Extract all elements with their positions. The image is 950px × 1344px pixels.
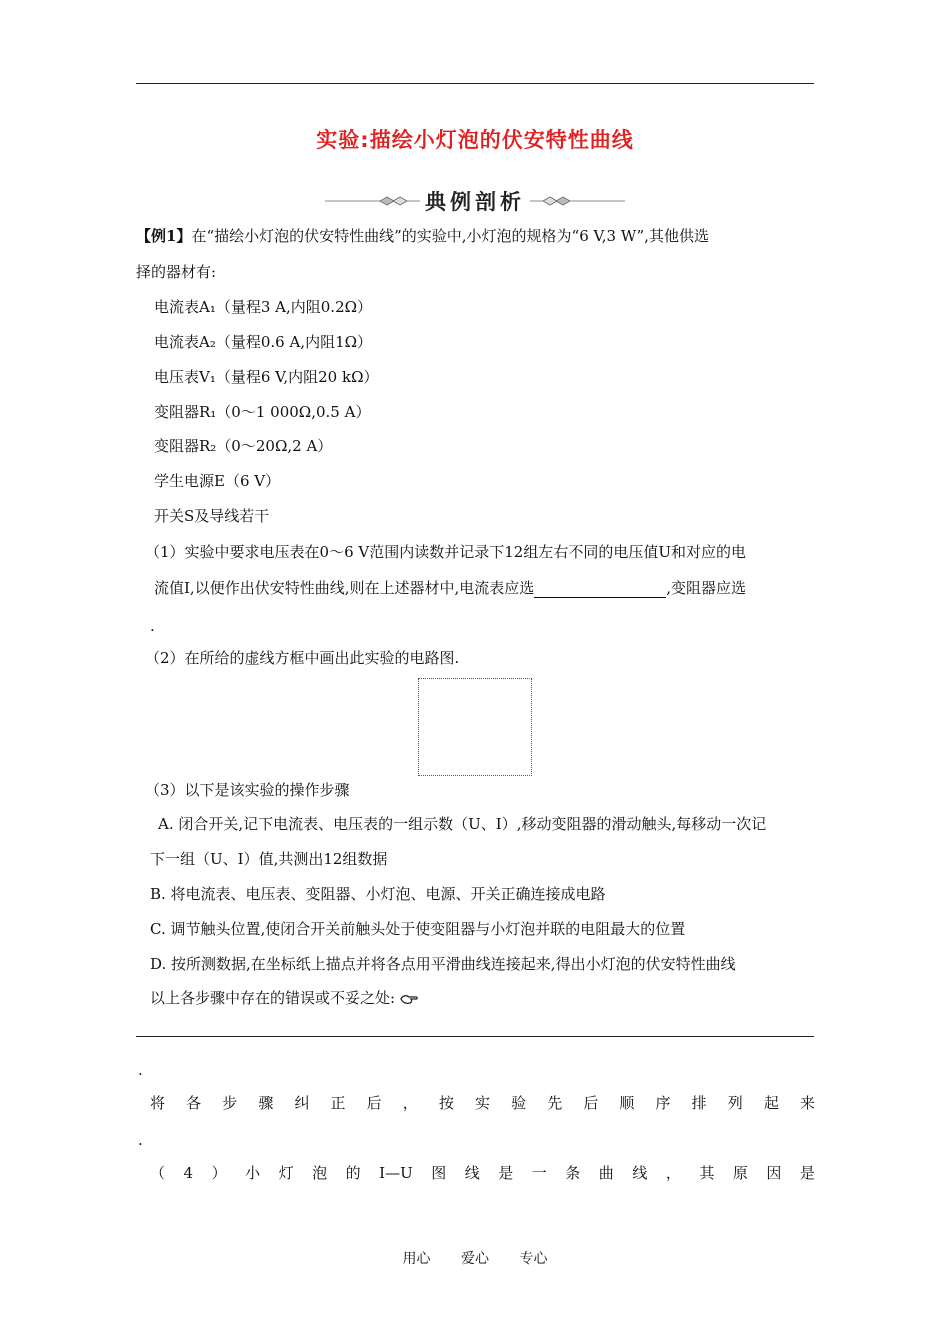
spread-char: 将 — [150, 1094, 166, 1112]
q1-line1: （1）实验中要求电压表在0～6 V范围内读数并记录下12组左右不同的电压值U和对应的电 — [145, 543, 746, 561]
spread-char: 步 — [222, 1094, 238, 1112]
q1-line2 — [154, 578, 746, 598]
errors-prompt-text: 以上各步骤中存在的错误或不妥之处: — [150, 989, 396, 1007]
spread-char: （ — [150, 1164, 166, 1182]
spread-char: 正 — [330, 1094, 346, 1112]
left-ornament-icon — [325, 194, 420, 208]
errors-prompt — [150, 988, 418, 1008]
q2-text: （2）在所给的虚线方框中画出此实验的电路图. — [145, 649, 460, 667]
spread-char: 曲 — [598, 1164, 614, 1182]
spread-char: 排 — [691, 1094, 707, 1112]
example-intro-line1 — [136, 226, 709, 246]
spread-char: 灯 — [278, 1164, 294, 1182]
q1-line3: . — [150, 617, 155, 635]
spread-char: ） — [211, 1164, 227, 1182]
page-title: 实验:描绘小灯泡的伏安特性曲线 — [316, 128, 634, 152]
section-label: 典例剖析 — [425, 190, 525, 214]
spread-char: 各 — [186, 1094, 202, 1112]
equipment-item: 电流表A₂（量程0.6 A,内阻1Ω） — [154, 333, 373, 351]
spread-char: 是 — [498, 1164, 514, 1182]
step-c: C. 调节触头位置,使闭合开关前触头处于使变阻器与小灯泡并联的电阻最大的位置 — [150, 920, 686, 938]
spread-char: 因 — [766, 1164, 782, 1182]
spread-char: 来 — [799, 1094, 815, 1112]
spread-char: 小 — [245, 1164, 261, 1182]
spread-char: 原 — [732, 1164, 748, 1182]
equipment-item: 学生电源E（6 V） — [154, 472, 281, 490]
circuit-diagram-box[interactable] — [418, 678, 532, 776]
step-a-line2: 下一组（U、I）值,共测出12组数据 — [150, 850, 388, 868]
spread-char: 线 — [464, 1164, 480, 1182]
q1-line2-text: 流值I,以便作出伏安特性曲线,则在上述器材中,电流表应选 — [154, 579, 535, 597]
spread-char: 序 — [655, 1094, 671, 1112]
spread-char: 线 — [632, 1164, 648, 1182]
spread-char: 4 — [183, 1164, 194, 1182]
right-ornament-icon — [530, 194, 625, 208]
equipment-item: 电流表A₁（量程3 A,内阻0.2Ω） — [154, 298, 373, 316]
spread-char: 泡 — [312, 1164, 328, 1182]
spread-char: 其 — [699, 1164, 715, 1182]
spread-char: I—U — [379, 1164, 413, 1182]
spread-char: 条 — [565, 1164, 581, 1182]
spread-char: ， — [402, 1094, 418, 1112]
spread-char: 一 — [531, 1164, 547, 1182]
spread-char: 后 — [366, 1094, 382, 1112]
answer-line[interactable] — [136, 1036, 814, 1037]
equipment-item: 电压表V₁（量程6 V,内阻20 kΩ） — [154, 368, 379, 386]
equipment-item: 变阻器R₁（0～1 000Ω,0.5 A） — [154, 403, 371, 421]
footer-item: 用心 — [402, 1251, 431, 1267]
spread-char: 纠 — [294, 1094, 310, 1112]
q4-sentence — [150, 1163, 815, 1183]
equipment-item: 变阻器R₂（0～20Ω,2 A） — [154, 437, 333, 455]
step-a-line1: A. 闭合开关,记下电流表、电压表的一组示数（U、I）,移动变阻器的滑动触头,每移动一次记 — [158, 815, 767, 833]
step-b: B. 将电流表、电压表、变阻器、小灯泡、电源、开关正确连接成电路 — [150, 885, 606, 903]
pointing-hand-icon — [400, 993, 418, 1005]
section-header — [0, 186, 950, 216]
top-rule — [136, 83, 814, 84]
spread-char: ， — [665, 1164, 681, 1182]
spread-char: 图 — [431, 1164, 447, 1182]
spread-char: 的 — [345, 1164, 361, 1182]
page-footer — [0, 1248, 950, 1268]
spread-char: 验 — [511, 1094, 527, 1112]
example-intro-text: 在“描绘小灯泡的伏安特性曲线”的实验中,小灯泡的规格为“6 V,3 W”,其他供选 — [191, 227, 709, 245]
spread-char: 是 — [799, 1164, 815, 1182]
spread-char: 先 — [547, 1094, 563, 1112]
example-tag: 【例1】 — [136, 227, 192, 245]
q3-intro: （3）以下是该实验的操作步骤 — [145, 781, 350, 799]
spread-char: 后 — [583, 1094, 599, 1112]
step-d: D. 按所测数据,在坐标纸上描点并将各点用平滑曲线连接起来,得出小灯泡的伏安特性曲线 — [150, 955, 736, 973]
spread-char: 按 — [438, 1094, 454, 1112]
equipment-item: 开关S及导线若干 — [154, 507, 270, 525]
footer-item: 爱心 — [461, 1251, 489, 1267]
order-dot: . — [138, 1131, 143, 1149]
order-sentence — [150, 1093, 815, 1113]
spread-char: 实 — [474, 1094, 490, 1112]
spread-char: 起 — [763, 1094, 779, 1112]
spread-char: 骤 — [258, 1094, 274, 1112]
answer-dot: . — [138, 1061, 143, 1079]
spread-char: 顺 — [619, 1094, 635, 1112]
q1-line2-tail: ,变阻器应选 — [666, 579, 747, 597]
example-intro-line2: 择的器材有: — [136, 263, 217, 281]
spread-char: 列 — [727, 1094, 743, 1112]
footer-item: 专心 — [519, 1251, 548, 1267]
answer-blank-ammeter[interactable] — [534, 581, 666, 598]
